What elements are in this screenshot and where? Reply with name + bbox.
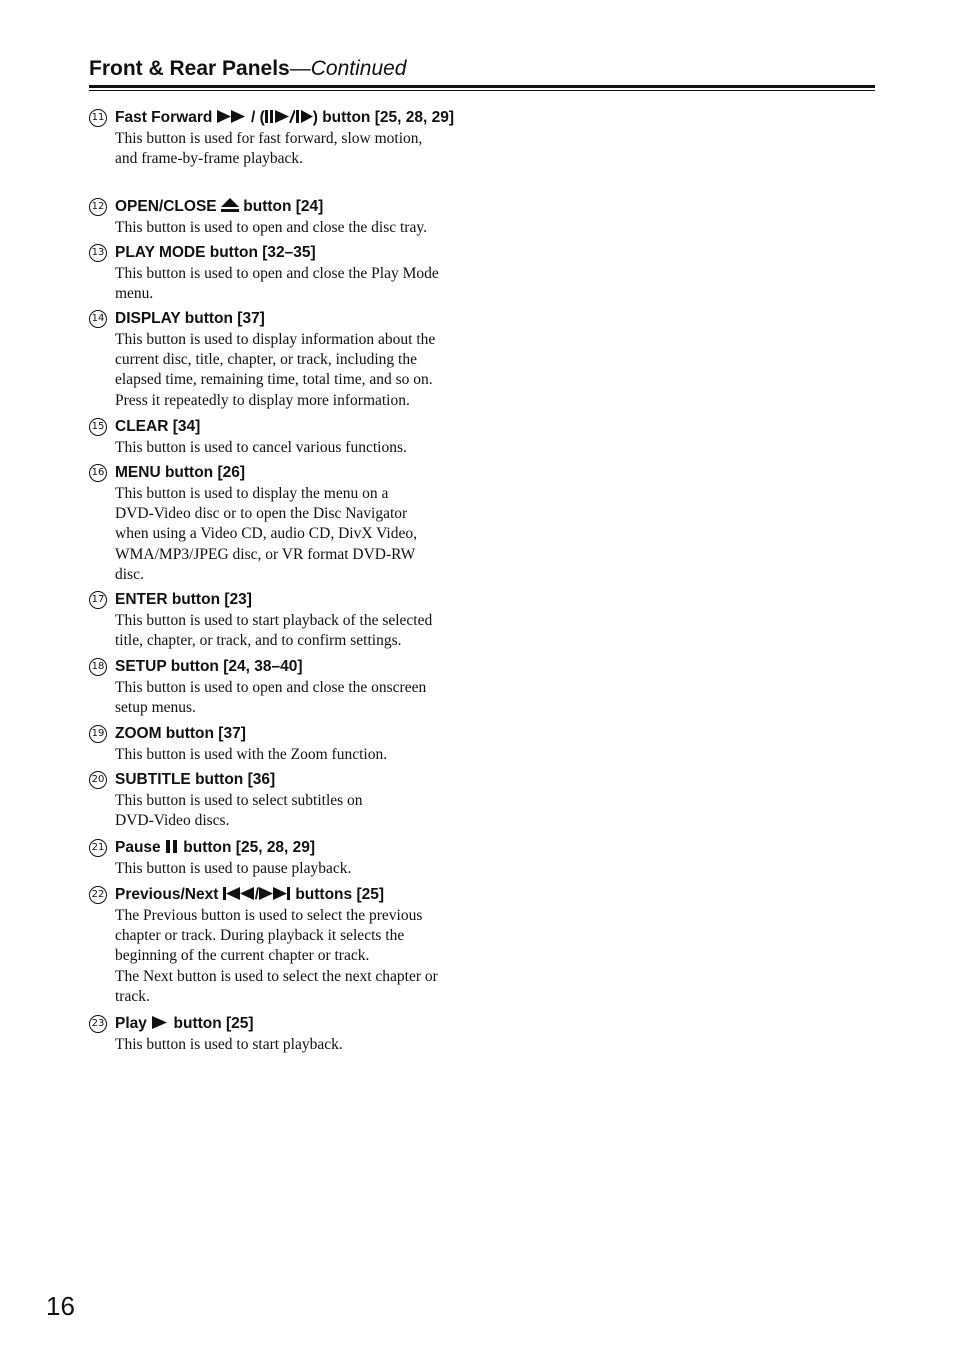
item-number: 17 [89, 591, 107, 609]
play-icon [151, 1016, 169, 1029]
item-subtitle [89, 770, 469, 831]
item-setup [89, 657, 469, 718]
header-rule-thin [89, 90, 875, 91]
previous-icon [223, 887, 255, 900]
heading-text: OPEN/CLOSE [115, 198, 217, 215]
item-zoom [89, 724, 469, 765]
item-previous-next [89, 885, 469, 1008]
pause-icon [165, 840, 179, 853]
item-number: 23 [89, 1015, 107, 1033]
item-play [89, 1014, 469, 1055]
item-display [89, 309, 469, 411]
item-clear [89, 417, 469, 458]
item-heading [115, 838, 469, 859]
slow-motion-icon [265, 110, 295, 123]
heading-text: button [24] [243, 198, 324, 215]
item-heading: SUBTITLE button [36] [115, 771, 276, 788]
item-number: 14 [89, 310, 107, 328]
item-description: The Previous button is used to select the previous chapter or track. During playback it selects the beginning of the current chapter or track. The Next button is used to select the next chapter or track. [115, 906, 438, 1006]
item-open-close [89, 197, 469, 238]
heading-text: / [254, 886, 260, 903]
item-heading [115, 108, 469, 129]
item-description: This button is used to select subtitles on DVD-Video discs. [115, 791, 363, 829]
item-number: 20 [89, 771, 107, 789]
fast-forward-icon [217, 110, 247, 123]
item-fast-forward [89, 108, 469, 169]
heading-text: Play [115, 1015, 147, 1032]
item-number: 11 [89, 109, 107, 127]
heading-text: button [25] [173, 1015, 254, 1032]
heading-text: button [25, 28, 29] [183, 839, 316, 856]
item-number: 18 [89, 658, 107, 676]
heading-text: buttons [25] [295, 886, 385, 903]
item-pause [89, 838, 469, 879]
item-heading: ENTER button [23] [115, 591, 252, 608]
item-description: This button is used to start playback of the selected title, chapter, or track, and to confirm settings. [115, 611, 433, 649]
item-heading [115, 885, 469, 906]
item-number: 13 [89, 244, 107, 262]
page-header [89, 55, 875, 83]
heading-text: Previous/Next [115, 886, 219, 903]
item-description: This button is used to open and close the onscreen setup menus. [115, 678, 427, 716]
header-continued: —Continued [289, 57, 407, 80]
item-number: 16 [89, 464, 107, 482]
heading-text: ) button [25, 28, 29] [312, 109, 454, 126]
heading-text: Pause [115, 839, 161, 856]
item-heading: SETUP button [24, 38–40] [115, 658, 303, 675]
frame-advance-icon [295, 110, 313, 123]
item-heading [115, 1014, 469, 1035]
item-description: This button is used with the Zoom function. [115, 745, 388, 763]
item-number: 12 [89, 198, 107, 216]
item-description: This button is used to start playback. [115, 1035, 343, 1053]
item-description: This button is used to cancel various functions. [115, 438, 407, 456]
heading-text: Fast Forward [115, 109, 213, 126]
item-description: This button is used to display information about the current disc, title, chapter, or track, including the elapsed time, remaining time, total time, and so on. Press it repeatedly to display more information. [115, 330, 436, 409]
heading-text: / ( [250, 109, 265, 126]
item-heading: MENU button [26] [115, 464, 246, 481]
page-number: 16 [46, 1291, 75, 1321]
item-description: This button is used to pause playback. [115, 859, 352, 877]
item-heading: PLAY MODE button [32–35] [115, 244, 316, 261]
item-number: 15 [89, 418, 107, 436]
item-number: 21 [89, 839, 107, 857]
item-heading: CLEAR [34] [115, 418, 201, 435]
header-rule-thick [89, 85, 875, 88]
header-title: Front & Rear Panels [89, 57, 290, 80]
item-description: This button is used to open and close the disc tray. [115, 218, 427, 236]
item-number: 19 [89, 725, 107, 743]
item-description: This button is used to open and close the Play Mode menu. [115, 264, 439, 302]
item-play-mode [89, 243, 469, 304]
item-description: This button is used for fast forward, slow motion, and frame-by-frame playback. [115, 129, 423, 167]
item-heading: ZOOM button [37] [115, 725, 246, 742]
item-description: This button is used to display the menu on a DVD-Video disc or to open the Disc Navigator when using a Video CD, audio CD, DivX Video, WMA/MP3/JPEG disc, or VR format DVD-RW disc. [115, 484, 417, 584]
item-heading: DISPLAY button [37] [115, 310, 265, 327]
item-menu [89, 463, 469, 586]
item-number: 22 [89, 886, 107, 904]
item-enter [89, 590, 469, 651]
next-icon [259, 887, 291, 900]
eject-icon [221, 198, 239, 212]
item-heading [115, 197, 469, 218]
